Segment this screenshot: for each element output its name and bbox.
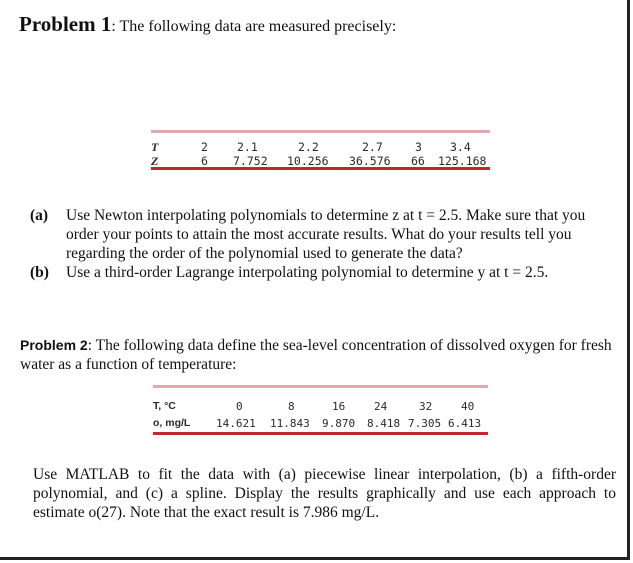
table-cell: 2 bbox=[201, 140, 208, 154]
table-cell: 6 bbox=[201, 154, 208, 168]
problem2-instructions: Use MATLAB to fit the data with (a) piecewise linear interpolation, (b) a fifth-order polynomial, and (c) a spline. Display the results graphically and use each approach to estimate o(27). Note that the exact result is 7.986 mg/L. bbox=[33, 466, 616, 521]
table-cell: 11.843 bbox=[270, 417, 310, 430]
table-cell: 9.870 bbox=[322, 417, 356, 430]
part-a bbox=[30, 206, 615, 263]
table-cell: 10.256 bbox=[287, 154, 329, 168]
table-cell: 125.168 bbox=[438, 154, 487, 168]
problem1-parts bbox=[30, 206, 615, 282]
table-cell: 8 bbox=[288, 400, 295, 413]
problem1-title-suffix: : The following data are measured precisely: bbox=[111, 18, 397, 35]
table-cell: 3.4 bbox=[450, 140, 471, 154]
table-bottom-rule bbox=[153, 432, 488, 435]
table-cell: 66 bbox=[411, 154, 425, 168]
table-cell: 2.1 bbox=[237, 140, 258, 154]
row-header-oxygen: o, mg/L bbox=[153, 417, 191, 429]
table-cell: 7.752 bbox=[233, 154, 268, 168]
row-header-temperature: T, °C bbox=[153, 400, 176, 412]
problem2-title-suffix: : The following data define the sea-level concentration of dissolved oxygen for fresh water as a function of temperature: bbox=[20, 337, 612, 373]
table-cell: 2.7 bbox=[362, 140, 383, 154]
problem2-title: Problem 2 bbox=[20, 337, 88, 353]
table-cell: 0 bbox=[236, 400, 243, 413]
table-cell: 2.2 bbox=[298, 140, 319, 154]
problem1-data-table bbox=[151, 130, 490, 170]
table-cell: 24 bbox=[374, 400, 388, 413]
problem1-heading bbox=[19, 12, 396, 37]
row-header-t: T bbox=[151, 140, 159, 154]
part-a-text: Use Newton interpolating polynomials to determine z at t = 2.5. Make sure that you order your points to attain the most accurate results. What do your results tell you regarding the order of the polynomial used to generate the data? bbox=[66, 207, 586, 262]
table-cell: 7.305 bbox=[408, 417, 442, 430]
problem2-data-table bbox=[153, 385, 488, 435]
table-cell: 3 bbox=[415, 140, 422, 154]
table-cell: 40 bbox=[461, 400, 475, 413]
table-cell: 16 bbox=[332, 400, 346, 413]
row-header-z: Z bbox=[151, 154, 159, 168]
part-b-text: Use a third-order Lagrange interpolating polynomial to determine y at t = 2.5. bbox=[66, 264, 549, 281]
problem1-title: Problem 1 bbox=[19, 12, 112, 36]
table-cell: 14.621 bbox=[216, 417, 256, 430]
table-cell: 32 bbox=[419, 400, 433, 413]
part-b bbox=[30, 263, 615, 282]
table-cell: 6.413 bbox=[448, 417, 482, 430]
table-cell: 8.418 bbox=[367, 417, 401, 430]
part-b-label: (b) bbox=[30, 264, 49, 281]
part-a-label: (a) bbox=[30, 207, 49, 224]
table-cell: 36.576 bbox=[349, 154, 391, 168]
problem2-heading bbox=[20, 336, 618, 374]
